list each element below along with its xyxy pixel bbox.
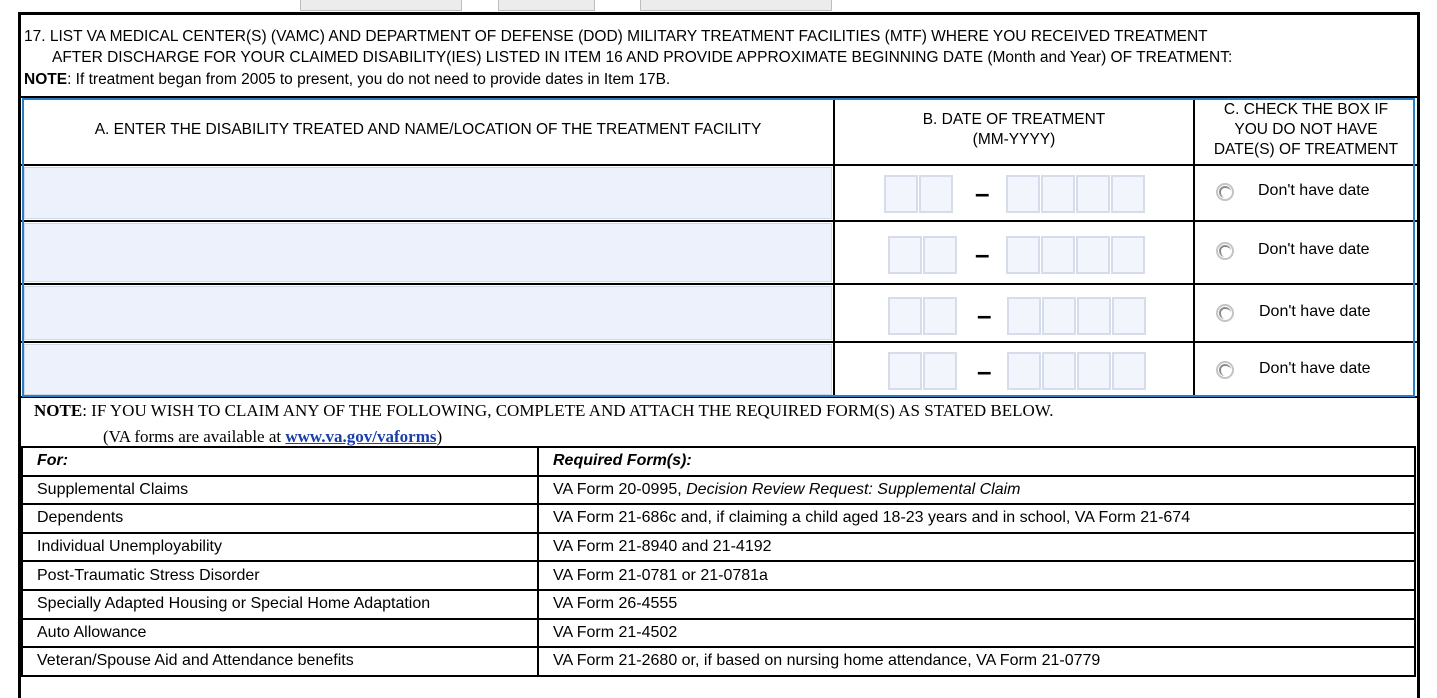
form-number: VA Form 20-0995, — [553, 480, 687, 498]
previous-section-fragment — [300, 0, 462, 11]
required-form-cell: VA Form 21-4502 — [538, 619, 1415, 648]
year-field-2[interactable] — [1006, 236, 1146, 274]
date-separator: – — [977, 356, 992, 386]
required-form-cell — [538, 476, 1415, 505]
no-date-label-1: Don't have date — [1258, 182, 1370, 199]
forms-availability — [103, 427, 442, 447]
facility-field-3[interactable] — [24, 286, 832, 340]
forms-availability-suffix: ) — [436, 427, 443, 446]
facility-field-1[interactable] — [24, 167, 832, 219]
header-required-forms: Required Form(s): — [538, 447, 1415, 476]
month-field-4[interactable] — [888, 352, 958, 390]
digit-box[interactable] — [1077, 297, 1111, 335]
claim-type-cell: Post-Traumatic Stress Disorder — [22, 561, 538, 590]
digit-box[interactable] — [923, 297, 957, 335]
facility-field-2[interactable] — [24, 223, 832, 282]
required-form-cell: VA Form 21-686c and, if claiming a child aged 18-23 years and in school, VA Form 21-674 — [538, 504, 1415, 533]
digit-box[interactable] — [1007, 297, 1041, 335]
digit-box[interactable] — [888, 352, 922, 390]
digit-box[interactable] — [1111, 175, 1145, 213]
claim-type-cell: Individual Unemployability — [22, 533, 538, 562]
year-field-4[interactable] — [1007, 352, 1147, 390]
column-b-format: (MM-YYYY) — [972, 131, 1056, 148]
forms-note-label: NOTE — [34, 401, 83, 420]
month-field-3[interactable] — [888, 297, 958, 335]
digit-box[interactable] — [1007, 352, 1041, 390]
digit-box[interactable] — [1006, 236, 1040, 274]
section-17-note — [24, 69, 670, 91]
digit-box[interactable] — [1112, 297, 1146, 335]
section-17-title-line1: 17. LIST VA MEDICAL CENTER(S) (VAMC) AND DEPARTMENT OF DEFENSE (DOD) MILITARY TREATMENT FACILITIES (MTF) WHERE YOU RECEIVED TREATMENT — [24, 28, 1208, 45]
claim-type-cell: Specially Adapted Housing or Special Home Adaptation — [22, 590, 538, 619]
digit-box[interactable] — [1042, 297, 1076, 335]
claim-type-cell: Supplemental Claims — [22, 476, 538, 505]
forms-note-text: : IF YOU WISH TO CLAIM ANY OF THE FOLLOWING, COMPLETE AND ATTACH THE REQUIRED FORM(S) AS STATED BELOW. — [82, 401, 1054, 420]
claim-type-cell: Auto Allowance — [22, 619, 538, 648]
table-row — [22, 504, 1415, 533]
digit-box[interactable] — [1041, 175, 1075, 213]
required-form-cell: VA Form 21-2680 or, if based on nursing home attendance, VA Form 21-0779 — [538, 647, 1415, 676]
digit-box[interactable] — [1076, 175, 1110, 213]
note-label: NOTE — [24, 71, 68, 88]
year-field-3[interactable] — [1007, 297, 1147, 335]
date-separator: – — [977, 300, 992, 330]
date-separator: – — [975, 178, 990, 208]
digit-box[interactable] — [923, 352, 957, 390]
no-date-label-3: Don't have date — [1259, 303, 1371, 320]
table-row — [22, 590, 1415, 619]
table-row — [22, 533, 1415, 562]
claim-type-cell: Dependents — [22, 504, 538, 533]
previous-section-fragment — [640, 0, 832, 11]
form-title: Decision Review Request: Supplemental Claim — [686, 480, 1021, 498]
year-field-1[interactable] — [1006, 175, 1146, 213]
digit-box[interactable] — [1076, 236, 1110, 274]
table-row — [22, 476, 1415, 505]
forms-note — [34, 401, 1054, 421]
column-c-header — [1196, 100, 1416, 160]
header-for: For: — [22, 447, 538, 476]
table-header-row — [22, 447, 1415, 476]
note-text: : If treatment began from 2005 to present, you do not need to provide dates in Item 17B. — [67, 71, 671, 88]
digit-box[interactable] — [1006, 175, 1040, 213]
column-c-line1: C. CHECK THE BOX IF — [1223, 101, 1389, 118]
date-separator: – — [975, 239, 990, 269]
digit-box[interactable] — [888, 236, 922, 274]
digit-box[interactable] — [1077, 352, 1111, 390]
required-form-cell: VA Form 26-4555 — [538, 590, 1415, 619]
required-form-cell: VA Form 21-8940 and 21-4192 — [538, 533, 1415, 562]
no-date-radio-2[interactable] — [1216, 242, 1234, 260]
column-a-header: A. ENTER THE DISABILITY TREATED AND NAME/LOCATION OF THE TREATMENT FACILITY — [94, 121, 762, 138]
column-b-header — [836, 110, 1192, 150]
month-field-2[interactable] — [888, 236, 958, 274]
section-17-title-line2: AFTER DISCHARGE FOR YOUR CLAIMED DISABILITY(IES) LISTED IN ITEM 16 AND PROVIDE APPROXIMATE BEGINNING DATE (Month and Year) OF TREATMENT: — [52, 49, 1233, 66]
digit-box[interactable] — [884, 175, 918, 213]
no-date-radio-3[interactable] — [1216, 304, 1234, 322]
vaforms-link[interactable]: www.va.gov/vaforms — [285, 427, 437, 446]
digit-box[interactable] — [1112, 352, 1146, 390]
required-forms-table — [21, 446, 1416, 677]
month-field-1[interactable] — [884, 175, 954, 213]
required-form-cell: VA Form 21-0781 or 21-0781a — [538, 561, 1415, 590]
no-date-radio-1[interactable] — [1216, 183, 1234, 201]
no-date-label-4: Don't have date — [1259, 360, 1371, 377]
table-row — [22, 647, 1415, 676]
digit-box[interactable] — [888, 297, 922, 335]
column-b-title: B. DATE OF TREATMENT — [922, 111, 1106, 128]
digit-box[interactable] — [1041, 236, 1075, 274]
column-c-line3: DATE(S) OF TREATMENT — [1213, 141, 1399, 158]
no-date-radio-4[interactable] — [1216, 361, 1234, 379]
digit-box[interactable] — [919, 175, 953, 213]
forms-availability-prefix: (VA forms are available at — [103, 427, 286, 446]
no-date-label-2: Don't have date — [1258, 241, 1370, 258]
digit-box[interactable] — [923, 236, 957, 274]
table-row — [22, 561, 1415, 590]
table-row — [22, 619, 1415, 648]
facility-field-4[interactable] — [24, 344, 832, 395]
digit-box[interactable] — [1111, 236, 1145, 274]
claim-type-cell: Veteran/Spouse Aid and Attendance benefits — [22, 647, 538, 676]
previous-section-fragment — [498, 0, 595, 11]
column-c-line2: YOU DO NOT HAVE — [1234, 121, 1378, 138]
digit-box[interactable] — [1042, 352, 1076, 390]
